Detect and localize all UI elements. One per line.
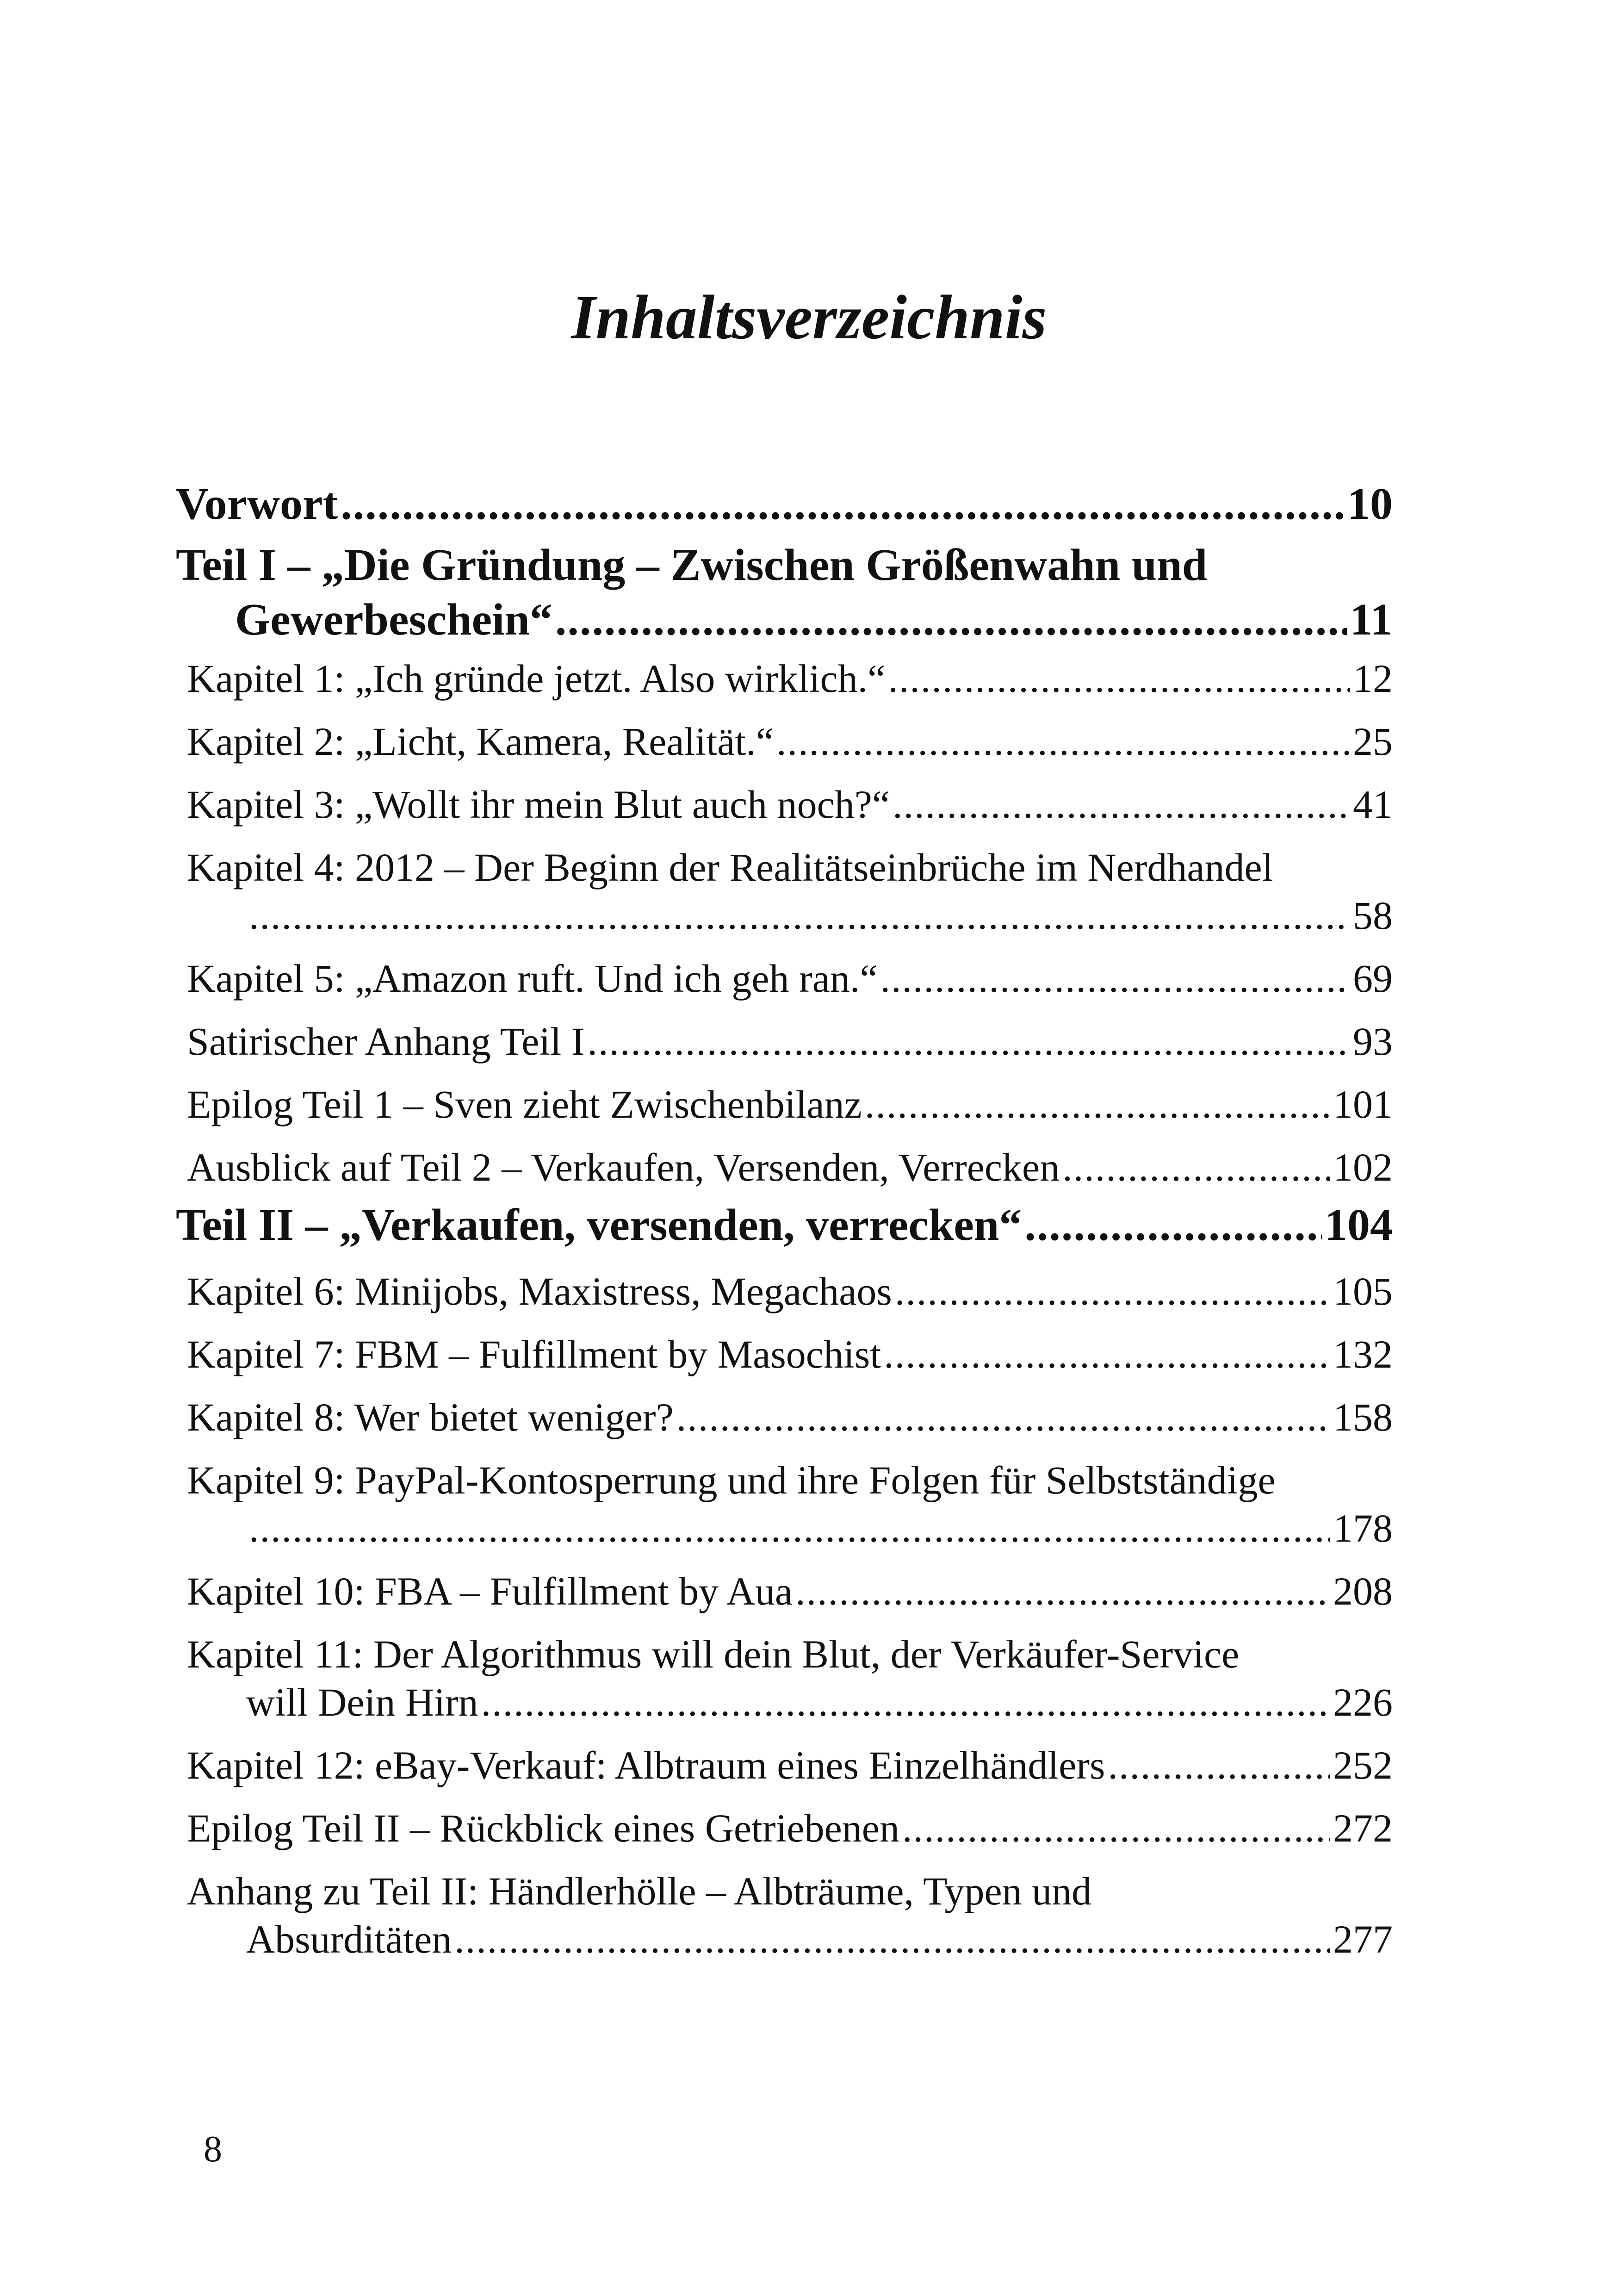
dot-leader: [884, 1330, 1330, 1378]
toc-page-number: 132: [1333, 1332, 1393, 1376]
dot-leader: [1024, 1198, 1322, 1252]
toc-chapter-entry[interactable]: [176, 954, 1393, 1002]
toc-chapter-entry[interactable]: [176, 1143, 1393, 1191]
dot-leader: [895, 1267, 1330, 1315]
toc-chapter-entry[interactable]: [176, 1741, 1393, 1789]
toc-chapter-entry[interactable]: [176, 1567, 1393, 1615]
dot-leader: [454, 1915, 1330, 1963]
toc-entry-title-line: Kapitel 4: 2012 – Der Beginn der Realitätseinbrüche im Nerdhandel: [187, 845, 1273, 890]
toc-chapter-entry[interactable]: [176, 1267, 1393, 1315]
toc-page-number: 158: [1333, 1395, 1393, 1439]
toc-page-number: 12: [1353, 656, 1393, 701]
toc-page-number: 272: [1333, 1806, 1393, 1850]
toc-entry-title: Absurditäten: [246, 1917, 452, 1961]
page-number: 8: [204, 2129, 222, 2170]
toc-chapter-entry[interactable]: [176, 1080, 1393, 1128]
toc-entry-title: Kapitel 8: Wer bietet weniger?: [187, 1395, 674, 1439]
toc-part-entry[interactable]: [176, 538, 1393, 647]
dot-leader: [481, 1678, 1330, 1726]
toc-page-number: 252: [1333, 1743, 1393, 1787]
toc-entry-title: Teil II – „Verkaufen, versenden, verrecken“: [176, 1200, 1022, 1250]
toc-entry-title: will Dein Hirn: [246, 1680, 478, 1724]
toc-chapter-entry[interactable]: [176, 1867, 1393, 1963]
toc-page-number: 105: [1333, 1269, 1393, 1313]
dot-leader: [1062, 1143, 1330, 1191]
dot-leader: [880, 954, 1350, 1002]
dot-leader: [249, 891, 1350, 940]
toc-entry-title: Epilog Teil II – Rückblick eines Getriebenen: [187, 1806, 899, 1850]
toc-page-number: 93: [1353, 1019, 1393, 1064]
toc-entry-title: Kapitel 7: FBM – Fulfillment by Masochist: [187, 1332, 881, 1376]
toc-page-number: 102: [1333, 1145, 1393, 1189]
toc-entry-title: Kapitel 6: Minijobs, Maxistress, Megachaos: [187, 1269, 892, 1313]
toc-page-number: 277: [1333, 1917, 1393, 1961]
toc-chapter-entry[interactable]: [176, 1017, 1393, 1065]
toc-chapter-entry[interactable]: [176, 780, 1393, 828]
toc-chapter-entry[interactable]: [176, 1804, 1393, 1852]
dot-leader: [341, 477, 1345, 531]
toc-entry-title-line: Teil I – „Die Gründung – Zwischen Größenwahn und: [176, 540, 1208, 590]
dot-leader: [676, 1393, 1330, 1441]
dot-leader: [902, 1804, 1330, 1852]
toc-page-number: 104: [1325, 1200, 1393, 1250]
toc-page-number: 10: [1347, 479, 1393, 529]
toc-page-number: 178: [1333, 1506, 1393, 1550]
toc-entry-title: Ausblick auf Teil 2 – Verkaufen, Versenden, Verrecken: [187, 1145, 1060, 1189]
dot-leader: [865, 1080, 1330, 1128]
toc-entry-title: Kapitel 2: „Licht, Kamera, Realität.“: [187, 719, 774, 764]
toc-entry-title: Kapitel 3: „Wollt ihr mein Blut auch noch?“: [187, 782, 890, 827]
page-title: Inhaltsverzeichnis: [571, 283, 1047, 352]
toc-entry-title: Gewerbeschein“: [235, 595, 552, 645]
toc-page-number: 11: [1350, 595, 1393, 645]
toc-page-number: 58: [1353, 893, 1393, 938]
toc-entry-title: Satirischer Anhang Teil I: [187, 1019, 585, 1064]
toc-chapter-entry[interactable]: [176, 1630, 1393, 1726]
toc-chapter-entry[interactable]: [176, 1456, 1393, 1552]
toc-page-number: 226: [1333, 1680, 1393, 1724]
toc-chapter-entry[interactable]: [176, 843, 1393, 940]
dot-leader: [249, 1504, 1330, 1552]
dot-leader: [555, 592, 1347, 647]
toc-page-number: 101: [1333, 1082, 1393, 1126]
toc-page-number: 41: [1353, 782, 1393, 827]
toc-entry-title: Vorwort: [176, 479, 338, 529]
toc-entry-title-line: Anhang zu Teil II: Händlerhölle – Albträume, Typen und: [187, 1869, 1092, 1913]
dot-leader: [888, 654, 1350, 703]
toc-chapter-entry[interactable]: [176, 1393, 1393, 1441]
toc-page-number: 25: [1353, 719, 1393, 764]
toc-entry-title: Kapitel 10: FBA – Fulfillment by Aua: [187, 1569, 793, 1613]
toc-entry-title: Kapitel 5: „Amazon ruft. Und ich geh ran.“: [187, 956, 878, 1001]
dot-leader: [795, 1567, 1330, 1615]
toc-page-number: 208: [1333, 1569, 1393, 1613]
dot-leader: [893, 780, 1350, 828]
toc-chapter-entry[interactable]: [176, 717, 1393, 765]
toc-entry-title: Kapitel 1: „Ich gründe jetzt. Also wirklich.“: [187, 656, 886, 701]
table-of-contents: [176, 477, 1393, 1963]
toc-entry-title: Epilog Teil 1 – Sven zieht Zwischenbilanz: [187, 1082, 862, 1126]
toc-part-entry[interactable]: [176, 1198, 1393, 1252]
dot-leader: [587, 1017, 1350, 1065]
toc-chapter-entry[interactable]: [176, 654, 1393, 703]
toc-part-entry[interactable]: [176, 477, 1393, 531]
toc-entry-title-line: Kapitel 11: Der Algorithmus will dein Blut, der Verkäufer-Service: [187, 1632, 1240, 1676]
toc-chapter-entry[interactable]: [176, 1330, 1393, 1378]
dot-leader: [776, 717, 1350, 765]
dot-leader: [1108, 1741, 1330, 1789]
toc-entry-title-line: Kapitel 9: PayPal-Kontosperrung und ihre Folgen für Selbstständige: [187, 1458, 1276, 1502]
toc-page-number: 69: [1353, 956, 1393, 1001]
toc-entry-title: Kapitel 12: eBay-Verkauf: Albtraum eines Einzelhändlers: [187, 1743, 1105, 1787]
